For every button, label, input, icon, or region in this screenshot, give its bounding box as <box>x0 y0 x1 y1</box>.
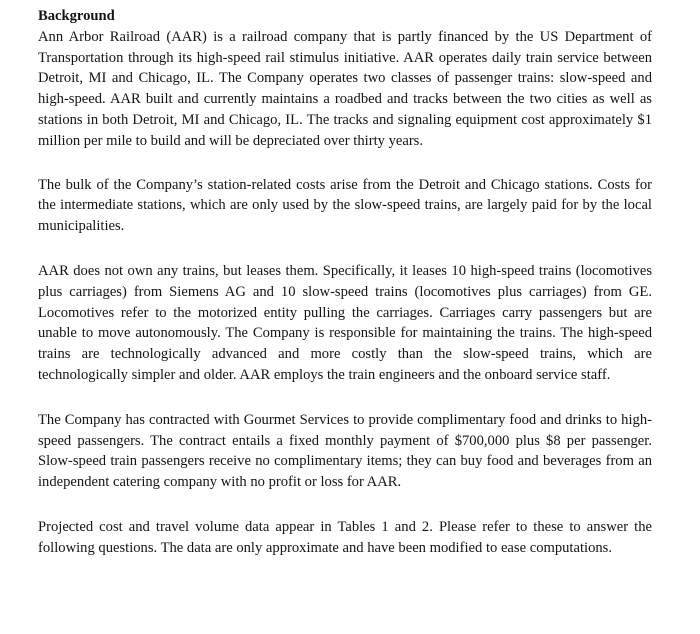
document-page <box>38 6 652 559</box>
paragraph-company-overview: Ann Arbor Railroad (AAR) is a railroad company that is partly financed by the US Department of Transportation through its high-speed rail stimulus initiative. AAR operates daily train service between Detroit, MI and Chicago, IL. The Company operates two classes of passenger trains: slow-speed and high-speed. AAR built and currently maintains a roadbed and tracks between the two cities as well as stations in both Detroit, MI and Chicago, IL. The tracks and signaling equipment cost approximately $1 million per mile to build and will be depreciated over thirty years. <box>38 28 652 149</box>
paragraph-catering-contract: The Company has contracted with Gourmet Services to provide complimentary food and drinks to high-speed passengers. The contract entails a fixed monthly payment of $700,000 plus $8 per passenger. Slow-speed train passengers receive no complimentary items; they can buy food and beverages from an independent catering company with no profit or loss for AAR. <box>38 411 652 491</box>
paragraph-station-costs: The bulk of the Company’s station-related costs arise from the Detroit and Chicago stations. Costs for the intermediate stations, which are only used by the slow-speed trains, are largely paid for by the local municipalities. <box>38 176 652 235</box>
paragraph-train-leasing: AAR does not own any trains, but leases them. Specifically, it leases 10 high-speed trains (locomotives plus carriages) from Siemens AG and 10 slow-speed trains (locomotives plus carriages) from GE. Locomotives refer to the motorized entity pulling the carriages. Carriages carry passengers but are unable to move autonomously. The Company is responsible for maintaining the trains. The high-speed trains are technologically advanced and more costly than the slow-speed trains, which are technologically simpler and older. AAR employs the train engineers and the onboard service staff. <box>38 262 652 383</box>
paragraph-data-reference: Projected cost and travel volume data appear in Tables 1 and 2. Please refer to these to answer the following questions. The data are only approximate and have been modified to ease computations. <box>38 518 652 556</box>
section-heading: Background <box>38 8 115 24</box>
